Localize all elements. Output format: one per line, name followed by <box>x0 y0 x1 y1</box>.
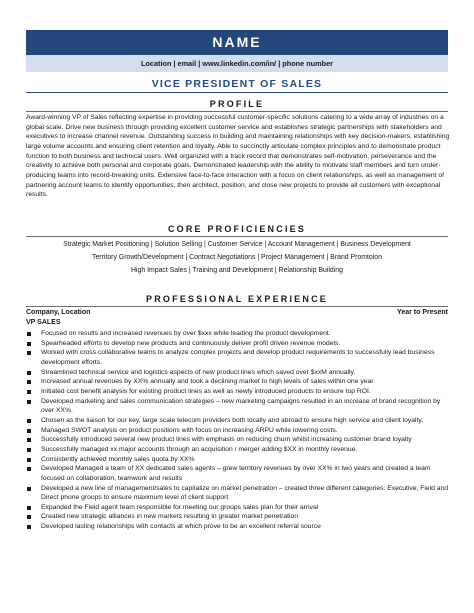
achievement-item <box>26 377 450 387</box>
experience-divider <box>26 306 448 307</box>
achievement-text: Worked with cross collaborative teams to analyze complex projects and develop product requirements to successfully lead business development efforts. <box>41 349 435 366</box>
achievement-item <box>26 426 450 436</box>
bullet-icon <box>27 506 31 510</box>
bullet-icon <box>27 458 31 462</box>
bullet-icon <box>27 429 31 433</box>
profile-heading: PROFILE <box>209 99 265 109</box>
bullet-icon <box>27 380 31 384</box>
achievement-text: Created new strategic alliances in new markets resulting in greater market penetration <box>41 513 299 521</box>
bullet-icon <box>27 515 31 519</box>
achievement-item <box>26 339 450 349</box>
achievement-item <box>26 329 450 339</box>
employment-dates: Year to Present <box>397 309 448 316</box>
achievement-item <box>26 368 450 378</box>
achievement-text: Developed marketing and sales communication strategies – new marketing campaigns resulted in an increase of brand recognition by over XX%. <box>41 397 441 415</box>
bullet-icon <box>27 342 31 346</box>
achievement-item <box>26 445 450 455</box>
achievement-list <box>26 329 450 532</box>
achievement-text: Managed SWOT analysis on product positions with focus on increasing ARPU while lowering costs. <box>41 426 338 434</box>
candidate-name: NAME <box>26 30 448 55</box>
achievement-item <box>26 484 450 503</box>
bullet-icon <box>27 351 31 355</box>
title-divider <box>26 92 448 93</box>
achievement-text: Initiated cost benefit analysis for existing product lines as well as newly introduced products to ensure top ROI. <box>41 387 371 395</box>
achievement-item <box>26 397 450 416</box>
achievement-text: Developed Managed a team of XX dedicated sales agents – grew territory revenues by over XX% in two years and created a team focused on collaboration, teamwork and results <box>41 465 431 482</box>
achievement-text: Increased annual revenues by XX% annually and took a declining market to high levels of sales within one year <box>41 378 374 386</box>
achievement-item <box>26 387 450 397</box>
bullet-icon <box>27 332 31 336</box>
achievement-text: Developed a new line of management/sales to capitalize on market penetration – created three different categories: Executive, Field and Direct phone groups to ensure maximum level of client support <box>41 484 448 502</box>
competency-line: Territory Growth/Development | Contract Negotiations | Project Management | Brand Promtoion <box>92 254 382 261</box>
achievement-text: Focused on results and increased revenues by over $xxx while leading the product development. <box>41 330 331 337</box>
achievement-text: Expanded the Field agent team responsible for meeting our groups sales plan for their arrival <box>41 503 319 511</box>
achievement-text: Consistently achieved monthly sales quota by XX% <box>41 455 195 463</box>
bullet-icon <box>27 371 31 375</box>
achievement-text: Streamlined technical service and logistics aspects of new product lines which saved over $xxM annually. <box>41 368 356 376</box>
achievement-item <box>26 435 450 445</box>
competencies-heading: CORE PROFICIENCIES <box>167 224 307 234</box>
achievement-text: Successfully managed xx major accounts through an acquisition / merger adding $XX in monthly revenue. <box>41 445 358 453</box>
profile-summary: Award-winning VP of Sales reflecting expertise in providing successful customer-specific solutions catering to a wide array of industries on a global scale. Drive new business through providing excellent customer service and establishes strategic partnerships with stakeholders and executives to increase channel revenue. Outstanding success in building and maintaining relationships with key decision-makers, establishing large volume accounts and ensuring client retention and loyalty. Able to succinctly articulate complex principles and to demonstrate product function to both business and technical users. Well organized with a track record that demonstrates self-motivation, perseverance and the creativity to achieve both personal and corporate goals. Demonstrated leadership with the ability to motivate staff members and turn under-producing teams into record-breaking units. Extensive face-to-face interaction with a focus on client relationships, as well as management of partnering account teams to identify opportunities, then architect, position, and close new projects to provide all customers with exceptional results. <box>26 114 450 199</box>
role-title: VP SALES <box>26 319 61 326</box>
bullet-icon <box>27 467 31 471</box>
achievement-item <box>26 348 450 367</box>
job-title: VICE PRESIDENT OF SALES <box>151 78 323 90</box>
company-row <box>26 308 448 318</box>
bullet-icon <box>27 390 31 394</box>
experience-heading: PROFESSIONAL EXPERIENCE <box>146 294 328 304</box>
achievement-item <box>26 503 450 513</box>
achievement-text: Spearheaded efforts to develop new products and continuously deliver profit driven revenue models. <box>41 339 341 347</box>
achievement-text: Chosen as the liaison for our key, large scale telecom providers both locally and abroad to ensure high service and client loyalty. <box>41 416 424 424</box>
company-location: Company, Location <box>26 309 91 316</box>
achievement-item <box>26 416 450 426</box>
competency-line: Strategic Market Positioning | Solution Selling | Customer Service | Account Management | Business Development <box>63 241 411 248</box>
bullet-icon <box>27 400 31 404</box>
bullet-icon <box>27 419 31 423</box>
competency-line: High Impact Sales | Training and Development | Relationship Building <box>131 267 343 274</box>
competencies-divider <box>26 236 448 237</box>
achievement-item <box>26 522 450 532</box>
achievement-text: Developed lasting relationships with contacts at which prove to be an excellent referral source <box>41 523 321 531</box>
achievement-item <box>26 464 450 483</box>
achievement-item <box>26 455 450 465</box>
bullet-icon <box>27 438 31 442</box>
bullet-icon <box>27 448 31 452</box>
bullet-icon <box>27 487 31 491</box>
profile-divider <box>26 111 448 112</box>
achievement-text: Successfully introduced several new product lines with emphasis on reducing churn whilst increasing customer brand loyalty <box>41 436 412 444</box>
bullet-icon <box>27 525 31 529</box>
achievement-item <box>26 512 450 522</box>
contact-info: Location | email | www.linkedin.com/in/ | phone number <box>26 55 448 72</box>
